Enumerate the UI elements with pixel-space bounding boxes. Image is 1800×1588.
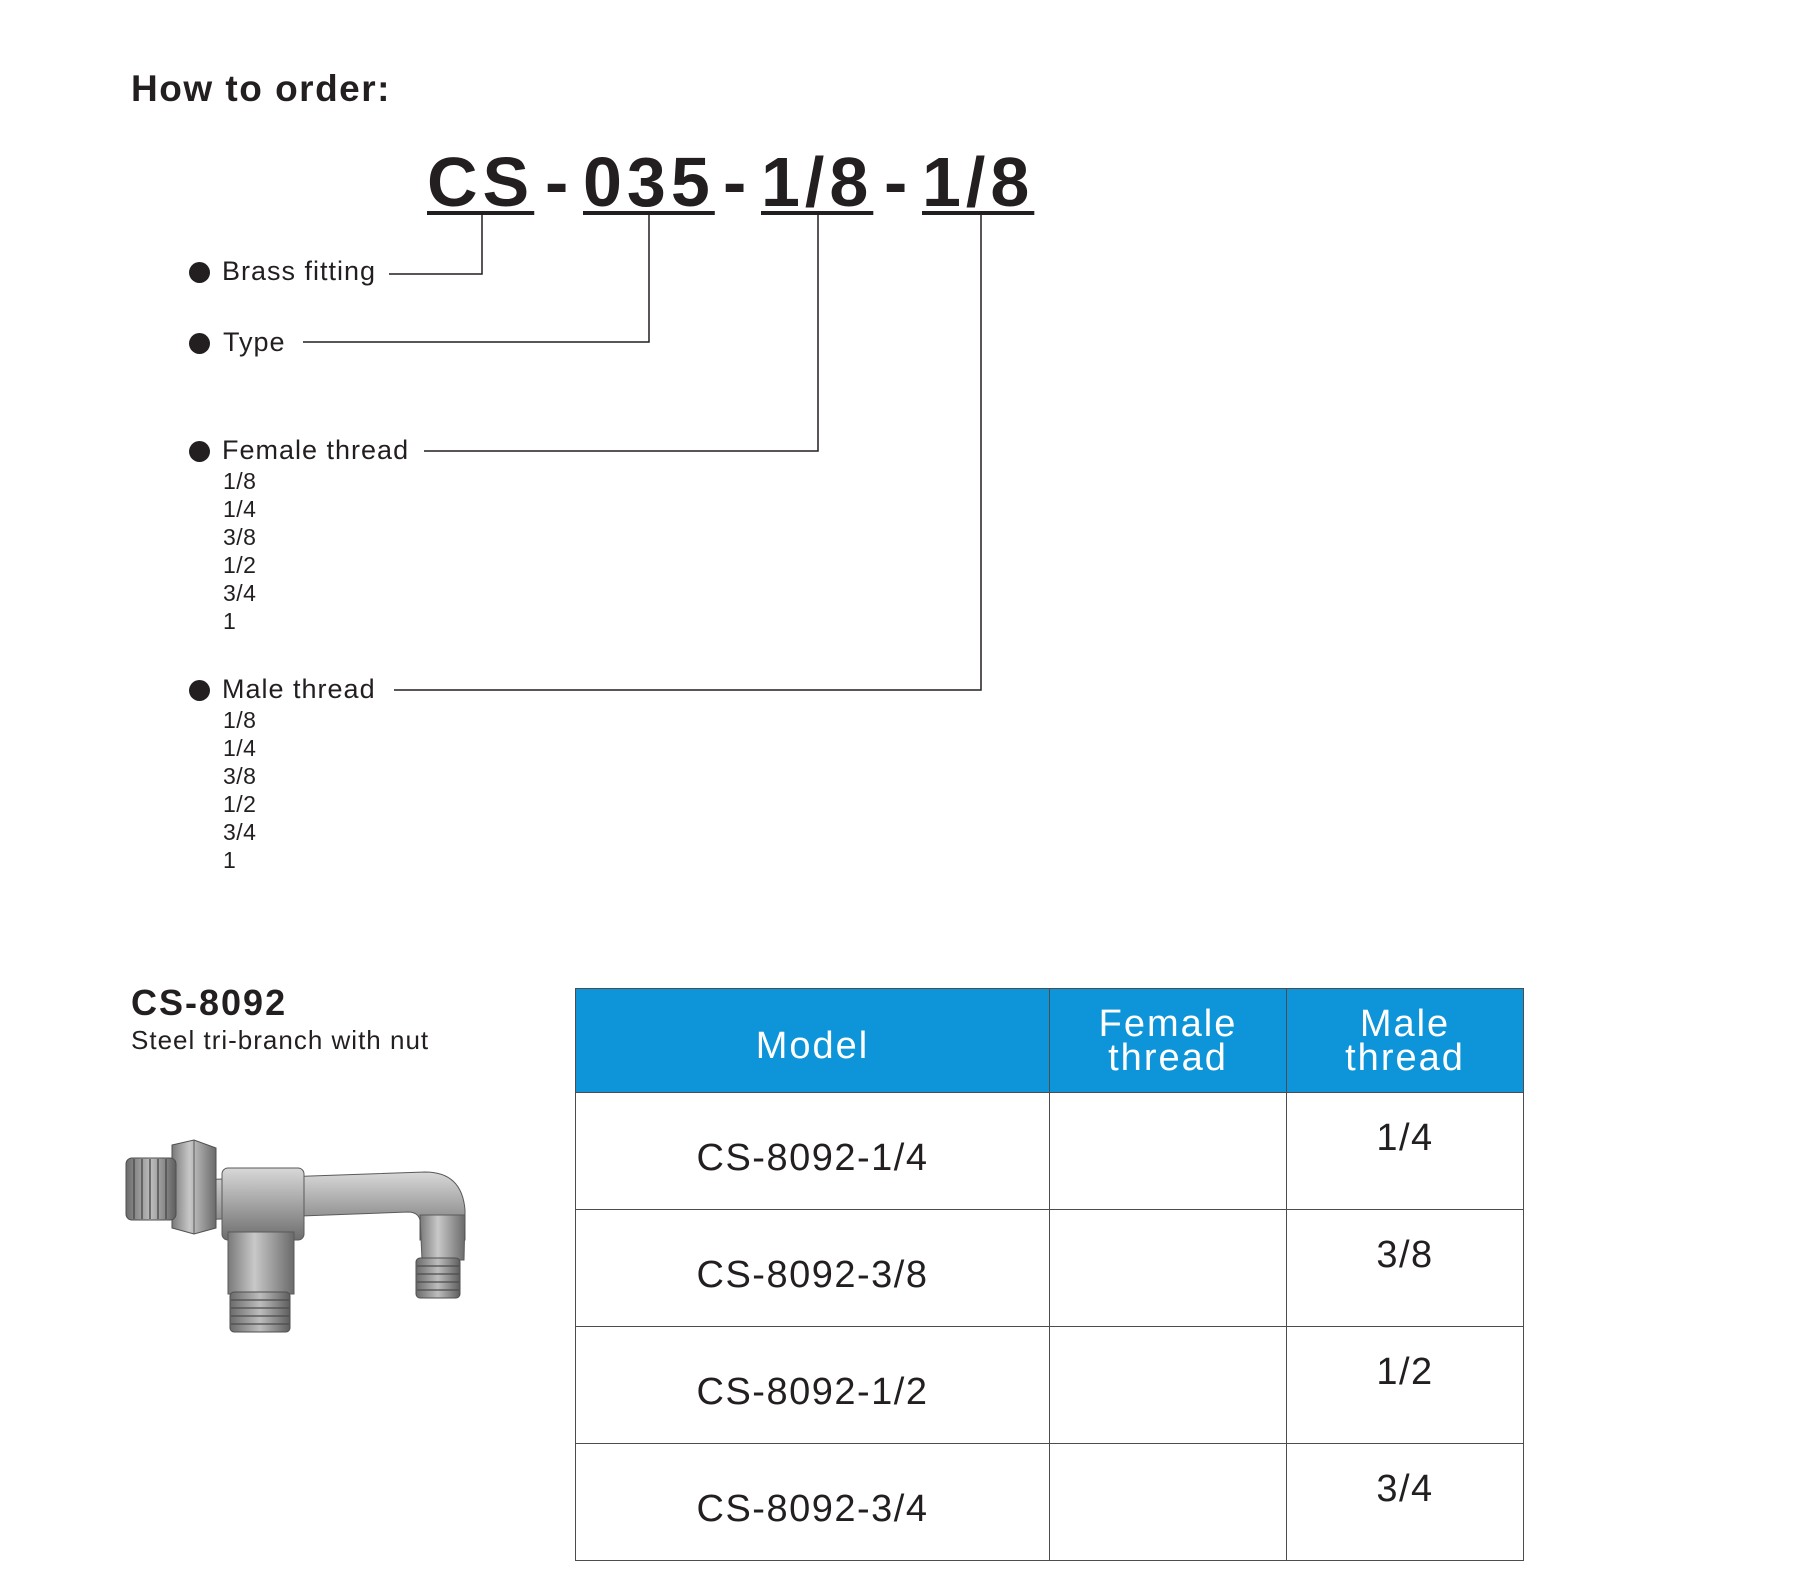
leader-line-brass (389, 213, 482, 274)
option-item: 3/8 (223, 763, 257, 789)
option-item: 1 (223, 608, 237, 634)
cell-model: CS-8092-1/2 (576, 1327, 1050, 1444)
field-label: Type (223, 327, 286, 357)
steel-tri-branch-fitting-photo (120, 1120, 480, 1340)
cell-male-thread: 3/4 (1287, 1444, 1524, 1561)
cell-female-thread (1050, 1444, 1287, 1561)
option-item: 3/4 (223, 580, 257, 606)
option-item: 1/8 (223, 707, 257, 733)
cell-model: CS-8092-3/4 (576, 1444, 1050, 1561)
column-header-model: Model (576, 989, 1050, 1093)
code-separator: - (545, 143, 569, 221)
bullet-icon (189, 262, 210, 283)
option-item: 1/4 (223, 735, 257, 761)
spec-table (575, 988, 1524, 1561)
option-item: 1/2 (223, 552, 257, 578)
code-separator: - (884, 143, 908, 221)
cell-male-thread: 1/2 (1287, 1327, 1524, 1444)
field-label: Female thread (222, 435, 410, 465)
table-row (576, 1093, 1524, 1210)
cell-female-thread (1050, 1210, 1287, 1327)
option-item: 1/4 (223, 496, 257, 522)
field-label: Brass fitting (222, 256, 377, 286)
column-header-female-thread: Female thread (1050, 989, 1287, 1093)
cell-model: CS-8092-1/4 (576, 1093, 1050, 1210)
table-row (576, 1210, 1524, 1327)
female-thread-options (223, 467, 256, 635)
option-item: 3/4 (223, 819, 257, 845)
cell-female-thread (1050, 1327, 1287, 1444)
cell-male-thread: 3/8 (1287, 1210, 1524, 1327)
code-separator: - (723, 143, 747, 221)
cell-female-thread (1050, 1093, 1287, 1210)
page-title: How to order: (131, 68, 391, 109)
option-item: 1/8 (223, 468, 257, 494)
male-thread-options (223, 706, 256, 874)
code-part-series: CS (427, 143, 535, 221)
product-code: CS-8092 (131, 982, 288, 1023)
code-part-male-thread: 1/8 (922, 143, 1035, 221)
code-part-female-thread: 1/8 (761, 143, 874, 221)
code-part-type: 035 (583, 143, 715, 221)
column-header-male-thread: Male thread (1287, 989, 1524, 1093)
field-label: Male thread (222, 674, 376, 704)
bullet-icon (189, 680, 210, 701)
bullet-icon (189, 333, 210, 354)
leader-line-female (424, 213, 818, 451)
option-item: 1 (223, 847, 237, 873)
cell-model: CS-8092-3/8 (576, 1210, 1050, 1327)
cell-male-thread: 1/4 (1287, 1093, 1524, 1210)
option-item: 1/2 (223, 791, 257, 817)
table-row (576, 1444, 1524, 1561)
table-row (576, 1327, 1524, 1444)
option-item: 3/8 (223, 524, 257, 550)
product-description: Steel tri-branch with nut (131, 1025, 430, 1055)
table-header-row (576, 989, 1524, 1093)
bullet-icon (189, 441, 210, 462)
